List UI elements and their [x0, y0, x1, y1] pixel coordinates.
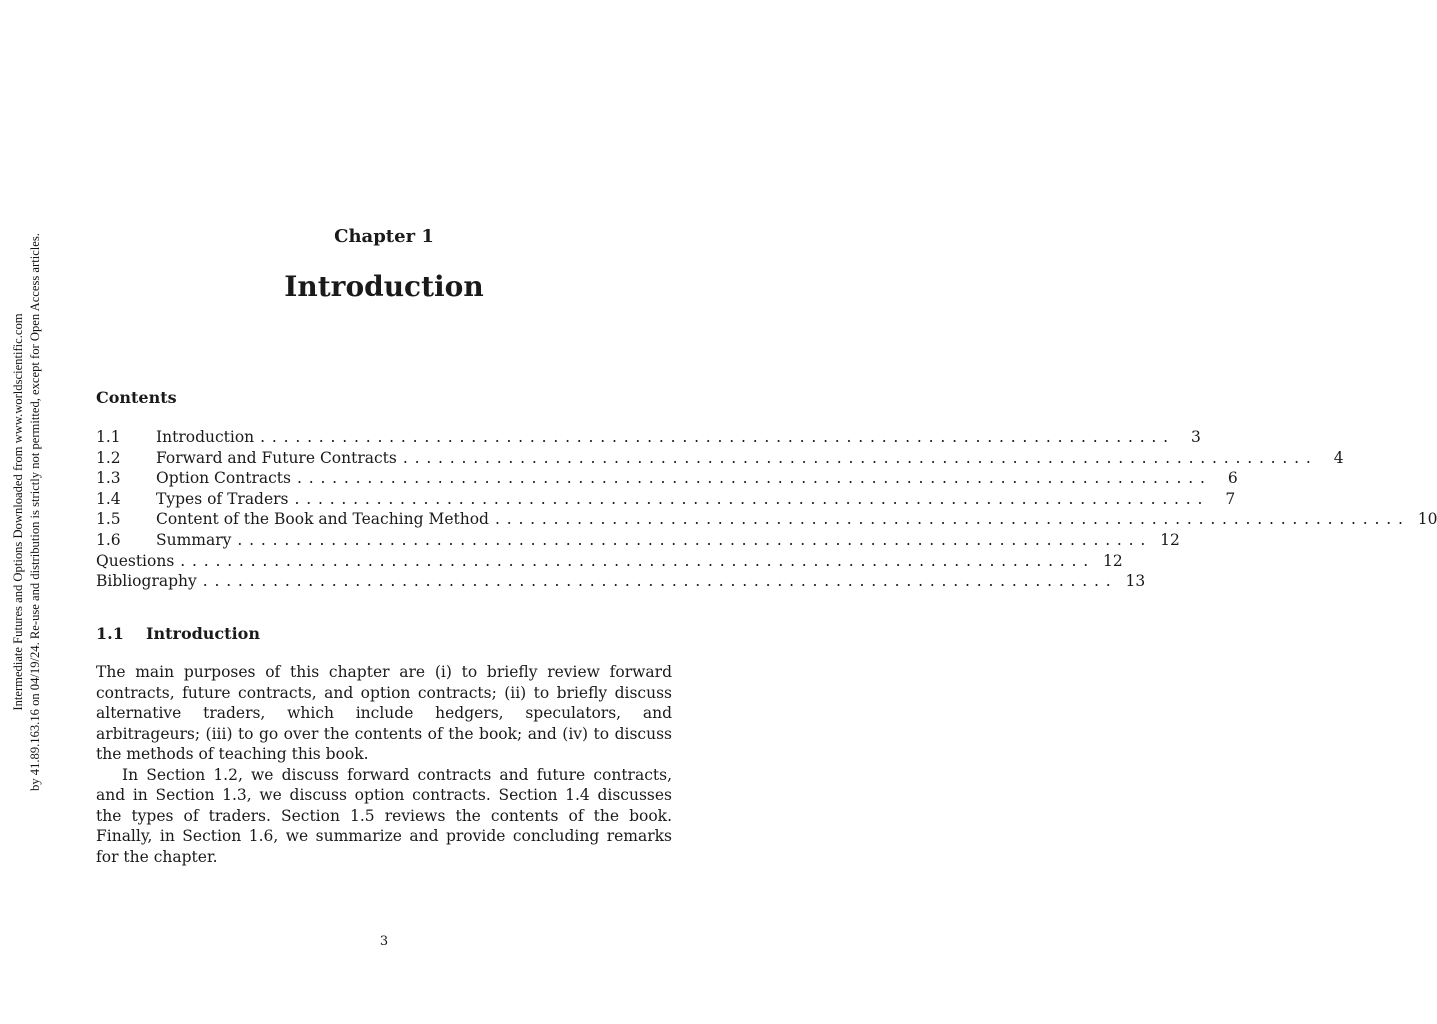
- toc-entry-title: Option Contracts: [156, 468, 297, 489]
- watermark-line-2: by 41.89.163.16 on 04/19/24. Re-use and distribution is strictly not permitted, except for Open Access articles.: [28, 233, 42, 791]
- watermark-line-1: Intermediate Futures and Options Downloaded from www.worldscientific.com: [11, 313, 25, 711]
- section-body: [96, 662, 672, 867]
- toc-entry-bibliography[interactable]: [96, 571, 1146, 592]
- page-number: 3: [379, 934, 389, 949]
- toc-entry-page: 13: [1125, 572, 1146, 591]
- chapter-label: Chapter 1: [334, 226, 434, 247]
- toc-entry-title: Questions: [96, 551, 180, 572]
- section-heading: [96, 624, 260, 643]
- toc-entry[interactable]: [96, 468, 1238, 489]
- toc-entry-page: 4: [1333, 448, 1344, 467]
- toc-entry-number: 1.1: [96, 428, 121, 446]
- toc-entry-page: 6: [1227, 469, 1238, 488]
- toc-leader-dots: ..............................................................................: [180, 551, 1095, 570]
- toc-entry[interactable]: [96, 448, 1344, 469]
- toc-entry-title: Content of the Book and Teaching Method: [156, 509, 495, 530]
- toc-entry-page: 12: [1103, 551, 1123, 570]
- toc-leader-dots: ..............................................................................: [494, 510, 1410, 529]
- toc-leader-dots: ..............................................................................: [296, 469, 1212, 488]
- toc-entry-page: 3: [1191, 428, 1201, 446]
- toc-entry-page: 7: [1225, 489, 1236, 508]
- toc-entry-number: 1.5: [96, 510, 121, 529]
- toc-entry-title: Introduction: [156, 427, 260, 448]
- toc-entry[interactable]: [96, 427, 1201, 448]
- toc-entry-title: Types of Traders: [156, 489, 295, 510]
- chapter-title: Introduction: [284, 270, 484, 303]
- toc-entry-number: 1.3: [96, 469, 121, 488]
- download-watermark: [10, 232, 50, 792]
- toc-entry-number: 1.2: [96, 448, 121, 467]
- toc-entry[interactable]: [96, 489, 1236, 510]
- toc-leader-dots: ..............................................................................: [260, 428, 1175, 446]
- toc-entry[interactable]: [96, 509, 1437, 530]
- toc-entry-title: Forward and Future Contracts: [156, 448, 403, 469]
- toc-entry-page: 10: [1417, 510, 1437, 529]
- body-paragraph: In Section 1.2, we discuss forward contracts and future contracts, and in Section 1.3, we discuss option contracts. Section 1.4 discusses the types of traders. Section 1.5 reviews the contents of the book. Finally, in Section 1.6, we summarize and provide concluding remarks for the chapter.: [96, 765, 672, 866]
- section-number: 1.1: [96, 624, 124, 643]
- toc-entry-questions[interactable]: [96, 551, 1123, 572]
- section-title: Introduction: [146, 624, 260, 643]
- contents-heading: Contents: [96, 388, 177, 407]
- toc-leader-dots: ..............................................................................: [294, 489, 1210, 508]
- toc-leader-dots: ..............................................................................: [202, 572, 1118, 591]
- toc-leader-dots: ..............................................................................: [402, 448, 1318, 467]
- toc-leader-dots: ..............................................................................: [237, 530, 1153, 549]
- toc-entry-number: 1.4: [96, 489, 121, 508]
- toc-entry-page: 12: [1160, 530, 1180, 549]
- table-of-contents: [96, 427, 1437, 592]
- toc-entry-title: Bibliography: [96, 571, 203, 592]
- body-paragraph: The main purposes of this chapter are (i) to briefly review forward contracts, future contracts, and option contracts; (ii) to briefly discuss alternative traders, which include hedgers, speculators, and arbitrageurs; (iii) to go over the contents of the book; and (iv) to discuss the methods of teaching this book.: [96, 663, 672, 763]
- toc-entry-title: Summary: [156, 530, 237, 551]
- toc-entry-number: 1.6: [96, 530, 121, 549]
- toc-entry[interactable]: [96, 530, 1180, 551]
